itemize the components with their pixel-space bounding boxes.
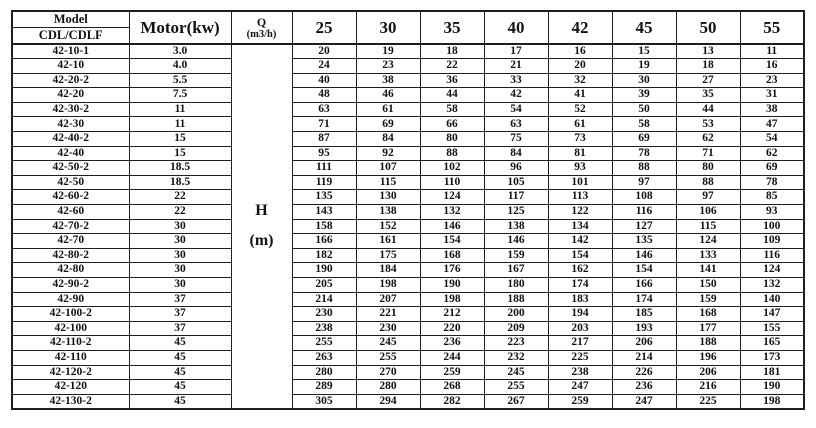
model-cell: 42-120 [12,380,129,395]
head-value-cell: 58 [612,117,676,132]
head-value-cell: 245 [484,365,548,380]
head-value-cell: 20 [292,44,356,59]
head-value-cell: 238 [548,365,612,380]
head-value-cell: 225 [548,350,612,365]
head-value-cell: 176 [420,263,484,278]
head-value-cell: 236 [420,336,484,351]
head-value-cell: 130 [356,190,420,205]
head-value-cell: 173 [740,350,804,365]
motor-cell: 37 [129,321,231,336]
model-header-subtitle: CDL/CDLF [12,28,129,45]
head-value-cell: 13 [676,44,740,59]
motor-header: Motor(kw) [129,11,231,44]
head-value-cell: 42 [484,88,548,103]
pump-performance-table [11,10,805,410]
head-value-cell: 71 [292,117,356,132]
flow-header-cell: 40 [484,11,548,44]
head-value-cell: 17 [484,44,548,59]
model-cell: 42-10-1 [12,44,129,59]
head-value-cell: 38 [740,102,804,117]
head-value-cell: 69 [612,132,676,147]
table-row [12,307,804,322]
head-value-cell: 62 [676,132,740,147]
head-value-cell: 124 [420,190,484,205]
head-value-cell: 32 [548,73,612,88]
head-value-cell: 96 [484,161,548,176]
head-value-cell: 174 [548,278,612,293]
head-value-cell: 167 [484,263,548,278]
head-value-cell: 209 [484,321,548,336]
table-row [12,132,804,147]
head-value-cell: 141 [676,263,740,278]
head-value-cell: 188 [676,336,740,351]
flow-symbol: Q [256,14,267,29]
motor-cell: 3.0 [129,44,231,59]
head-value-cell: 44 [676,102,740,117]
head-value-cell: 23 [356,59,420,74]
head-value-cell: 20 [548,59,612,74]
head-value-cell: 194 [548,307,612,322]
table-row [12,380,804,395]
head-value-cell: 93 [740,205,804,220]
head-value-cell: 54 [740,132,804,147]
head-value-cell: 124 [676,234,740,249]
motor-cell: 30 [129,219,231,234]
head-value-cell: 154 [420,234,484,249]
head-value-cell: 289 [292,380,356,395]
table-row [12,161,804,176]
flow-header-cell: 42 [548,11,612,44]
head-value-cell: 217 [548,336,612,351]
head-value-cell: 244 [420,350,484,365]
head-value-cell: 174 [612,292,676,307]
head-value-cell: 69 [740,161,804,176]
head-value-cell: 182 [292,248,356,263]
head-value-cell: 80 [420,132,484,147]
model-cell: 42-40 [12,146,129,161]
head-value-cell: 198 [356,278,420,293]
head-value-cell: 255 [356,350,420,365]
motor-cell: 11 [129,117,231,132]
head-value-cell: 87 [292,132,356,147]
head-value-cell: 18 [420,44,484,59]
model-cell: 42-100 [12,321,129,336]
head-value-cell: 168 [676,307,740,322]
head-value-cell: 116 [740,248,804,263]
model-header-title: Model [12,11,129,28]
head-value-cell: 155 [740,321,804,336]
head-value-cell: 100 [740,219,804,234]
model-cell: 42-110 [12,350,129,365]
motor-cell: 22 [129,190,231,205]
head-value-cell: 84 [356,132,420,147]
motor-cell: 15 [129,132,231,147]
head-value-cell: 146 [612,248,676,263]
head-value-cell: 63 [292,102,356,117]
table-row [12,59,804,74]
head-value-cell: 46 [356,88,420,103]
head-value-cell: 147 [740,307,804,322]
table-row [12,292,804,307]
head-value-cell: 21 [484,59,548,74]
head-value-cell: 166 [612,278,676,293]
table-row [12,350,804,365]
head-value-cell: 44 [420,88,484,103]
head-value-cell: 62 [740,146,804,161]
head-value-cell: 220 [420,321,484,336]
head-value-cell: 109 [740,234,804,249]
head-value-cell: 113 [548,190,612,205]
head-value-cell: 16 [548,44,612,59]
head-value-cell: 193 [612,321,676,336]
head-value-cell: 230 [356,321,420,336]
motor-cell: 45 [129,350,231,365]
head-value-cell: 206 [612,336,676,351]
head-value-cell: 85 [740,190,804,205]
table-row [12,263,804,278]
table-row [12,219,804,234]
table-row [12,88,804,103]
head-value-cell: 247 [612,394,676,409]
head-value-cell: 48 [292,88,356,103]
head-value-cell: 294 [356,394,420,409]
head-value-cell: 206 [676,365,740,380]
motor-cell: 45 [129,380,231,395]
head-value-cell: 122 [548,205,612,220]
head-value-cell: 280 [292,365,356,380]
table-row [12,365,804,380]
table-body [12,44,804,409]
table-header [12,11,804,44]
head-value-cell: 142 [548,234,612,249]
table-row [12,117,804,132]
head-value-cell: 138 [484,219,548,234]
head-value-cell: 247 [548,380,612,395]
head-value-cell: 80 [676,161,740,176]
head-value-cell: 158 [292,219,356,234]
table-row [12,336,804,351]
head-symbol: H [255,202,268,220]
head-value-cell: 263 [292,350,356,365]
motor-cell: 45 [129,394,231,409]
head-value-cell: 84 [484,146,548,161]
flow-header-cell: 50 [676,11,740,44]
head-value-cell: 181 [740,365,804,380]
head-value-cell: 31 [740,88,804,103]
motor-cell: 45 [129,336,231,351]
motor-cell: 30 [129,234,231,249]
head-value-cell: 190 [740,380,804,395]
motor-cell: 7.5 [129,88,231,103]
head-value-cell: 117 [484,190,548,205]
head-value-cell: 203 [548,321,612,336]
head-value-cell: 78 [612,146,676,161]
head-unit: (m) [249,232,274,250]
head-value-cell: 88 [612,161,676,176]
head-value-cell: 95 [292,146,356,161]
head-value-cell: 216 [676,380,740,395]
motor-cell: 11 [129,102,231,117]
head-value-cell: 138 [356,205,420,220]
model-cell: 42-110-2 [12,336,129,351]
head-value-cell: 107 [356,161,420,176]
head-value-cell: 38 [356,73,420,88]
model-cell: 42-30-2 [12,102,129,117]
table-row [12,102,804,117]
head-value-cell: 116 [612,205,676,220]
head-value-cell: 75 [484,132,548,147]
head-value-cell: 184 [356,263,420,278]
header-row-top [12,11,804,28]
motor-cell: 37 [129,292,231,307]
head-value-cell: 232 [484,350,548,365]
flow-header-cell: 45 [612,11,676,44]
model-cell: 42-90 [12,292,129,307]
model-cell: 42-90-2 [12,278,129,293]
head-value-cell: 226 [612,365,676,380]
table-row [12,44,804,59]
head-value-cell: 180 [484,278,548,293]
table-row [12,248,804,263]
head-value-cell: 245 [356,336,420,351]
head-value-cell: 190 [292,263,356,278]
head-value-cell: 54 [484,102,548,117]
head-value-cell: 69 [356,117,420,132]
table-row [12,205,804,220]
head-value-cell: 58 [420,102,484,117]
head-value-cell: 159 [484,248,548,263]
model-cell: 42-30 [12,117,129,132]
head-value-cell: 19 [612,59,676,74]
head-value-cell: 135 [292,190,356,205]
head-value-cell: 50 [612,102,676,117]
head-value-cell: 168 [420,248,484,263]
table-row [12,394,804,409]
head-value-cell: 165 [740,336,804,351]
model-cell: 42-60 [12,205,129,220]
motor-cell: 45 [129,365,231,380]
head-value-cell: 196 [676,350,740,365]
head-value-cell: 270 [356,365,420,380]
head-value-cell: 115 [356,175,420,190]
head-value-cell: 16 [740,59,804,74]
head-value-cell: 212 [420,307,484,322]
head-value-cell: 11 [740,44,804,59]
head-value-cell: 22 [420,59,484,74]
head-value-cell: 268 [420,380,484,395]
head-value-cell: 214 [292,292,356,307]
motor-cell: 30 [129,278,231,293]
head-value-cell: 23 [740,73,804,88]
flow-header-cell: 25 [292,11,356,44]
head-value-cell: 35 [676,88,740,103]
head-value-cell: 198 [740,394,804,409]
head-value-cell: 78 [740,175,804,190]
model-cell: 42-50-2 [12,161,129,176]
motor-cell: 30 [129,263,231,278]
model-cell: 42-80 [12,263,129,278]
head-value-cell: 81 [548,146,612,161]
head-value-cell: 41 [548,88,612,103]
model-cell: 42-120-2 [12,365,129,380]
head-value-cell: 236 [612,380,676,395]
motor-cell: 18.5 [129,175,231,190]
model-cell: 42-20 [12,88,129,103]
head-value-cell: 102 [420,161,484,176]
head-value-cell: 280 [356,380,420,395]
head-value-cell: 154 [612,263,676,278]
head-value-cell: 255 [484,380,548,395]
head-value-cell: 175 [356,248,420,263]
model-cell: 42-80-2 [12,248,129,263]
head-value-cell: 267 [484,394,548,409]
head-value-cell: 132 [420,205,484,220]
head-value-cell: 19 [356,44,420,59]
head-value-cell: 119 [292,175,356,190]
table-row [12,175,804,190]
head-value-cell: 73 [548,132,612,147]
head-value-cell: 214 [612,350,676,365]
table-row [12,73,804,88]
table-row [12,278,804,293]
model-cell: 42-10 [12,59,129,74]
head-value-cell: 282 [420,394,484,409]
head-value-cell: 238 [292,321,356,336]
model-cell: 42-40-2 [12,132,129,147]
table-row [12,190,804,205]
motor-cell: 5.5 [129,73,231,88]
head-value-cell: 146 [484,234,548,249]
head-value-cell: 221 [356,307,420,322]
head-value-cell: 259 [420,365,484,380]
head-value-cell: 115 [676,219,740,234]
head-value-cell: 61 [548,117,612,132]
head-value-cell: 225 [676,394,740,409]
head-value-cell: 24 [292,59,356,74]
motor-cell: 22 [129,205,231,220]
table-row [12,146,804,161]
head-value-cell: 110 [420,175,484,190]
motor-cell: 37 [129,307,231,322]
head-value-cell: 143 [292,205,356,220]
head-value-cell: 111 [292,161,356,176]
head-value-cell: 162 [548,263,612,278]
head-value-cell: 125 [484,205,548,220]
motor-cell: 30 [129,248,231,263]
head-value-cell: 205 [292,278,356,293]
head-value-cell: 101 [548,175,612,190]
head-value-cell: 230 [292,307,356,322]
head-value-cell: 39 [612,88,676,103]
head-value-cell: 198 [420,292,484,307]
head-value-cell: 15 [612,44,676,59]
head-value-cell: 40 [292,73,356,88]
head-value-cell: 133 [676,248,740,263]
head-value-cell: 166 [292,234,356,249]
head-value-cell: 134 [548,219,612,234]
head-value-cell: 188 [484,292,548,307]
flow-header-cell: 55 [740,11,804,44]
motor-cell: 18.5 [129,161,231,176]
flow-unit: (m3/h) [246,28,277,40]
head-value-cell: 161 [356,234,420,249]
model-cell: 42-70-2 [12,219,129,234]
head-value-cell: 132 [740,278,804,293]
head-value-cell: 52 [548,102,612,117]
flow-header-cell: 35 [420,11,484,44]
flow-header [231,11,292,44]
head-value-cell: 30 [612,73,676,88]
model-cell: 42-70 [12,234,129,249]
head-value-cell: 146 [420,219,484,234]
head-value-cell: 255 [292,336,356,351]
head-value-cell: 63 [484,117,548,132]
model-cell: 42-60-2 [12,190,129,205]
head-value-cell: 150 [676,278,740,293]
head-value-cell: 190 [420,278,484,293]
head-value-cell: 88 [676,175,740,190]
head-value-cell: 183 [548,292,612,307]
head-value-cell: 152 [356,219,420,234]
motor-cell: 15 [129,146,231,161]
head-value-cell: 71 [676,146,740,161]
table-row [12,234,804,249]
head-value-cell: 47 [740,117,804,132]
head-value-cell: 127 [612,219,676,234]
head-value-cell: 259 [548,394,612,409]
head-value-cell: 106 [676,205,740,220]
head-value-cell: 18 [676,59,740,74]
head-value-cell: 93 [548,161,612,176]
head-value-cell: 53 [676,117,740,132]
model-cell: 42-130-2 [12,394,129,409]
head-value-cell: 305 [292,394,356,409]
model-cell: 42-20-2 [12,73,129,88]
head-value-cell: 66 [420,117,484,132]
head-value-cell: 88 [420,146,484,161]
head-value-cell: 154 [548,248,612,263]
head-unit-cell [231,44,292,409]
head-value-cell: 140 [740,292,804,307]
head-value-cell: 33 [484,73,548,88]
head-value-cell: 177 [676,321,740,336]
table-row [12,321,804,336]
head-value-cell: 159 [676,292,740,307]
model-cell: 42-100-2 [12,307,129,322]
flow-header-cell: 30 [356,11,420,44]
model-cell: 42-50 [12,175,129,190]
motor-cell: 4.0 [129,59,231,74]
head-value-cell: 36 [420,73,484,88]
head-value-cell: 105 [484,175,548,190]
head-value-cell: 92 [356,146,420,161]
head-value-cell: 108 [612,190,676,205]
head-value-cell: 124 [740,263,804,278]
head-value-cell: 97 [676,190,740,205]
head-value-cell: 135 [612,234,676,249]
head-value-cell: 185 [612,307,676,322]
head-value-cell: 207 [356,292,420,307]
head-value-cell: 223 [484,336,548,351]
head-value-cell: 27 [676,73,740,88]
head-value-cell: 61 [356,102,420,117]
head-value-cell: 200 [484,307,548,322]
head-value-cell: 97 [612,175,676,190]
